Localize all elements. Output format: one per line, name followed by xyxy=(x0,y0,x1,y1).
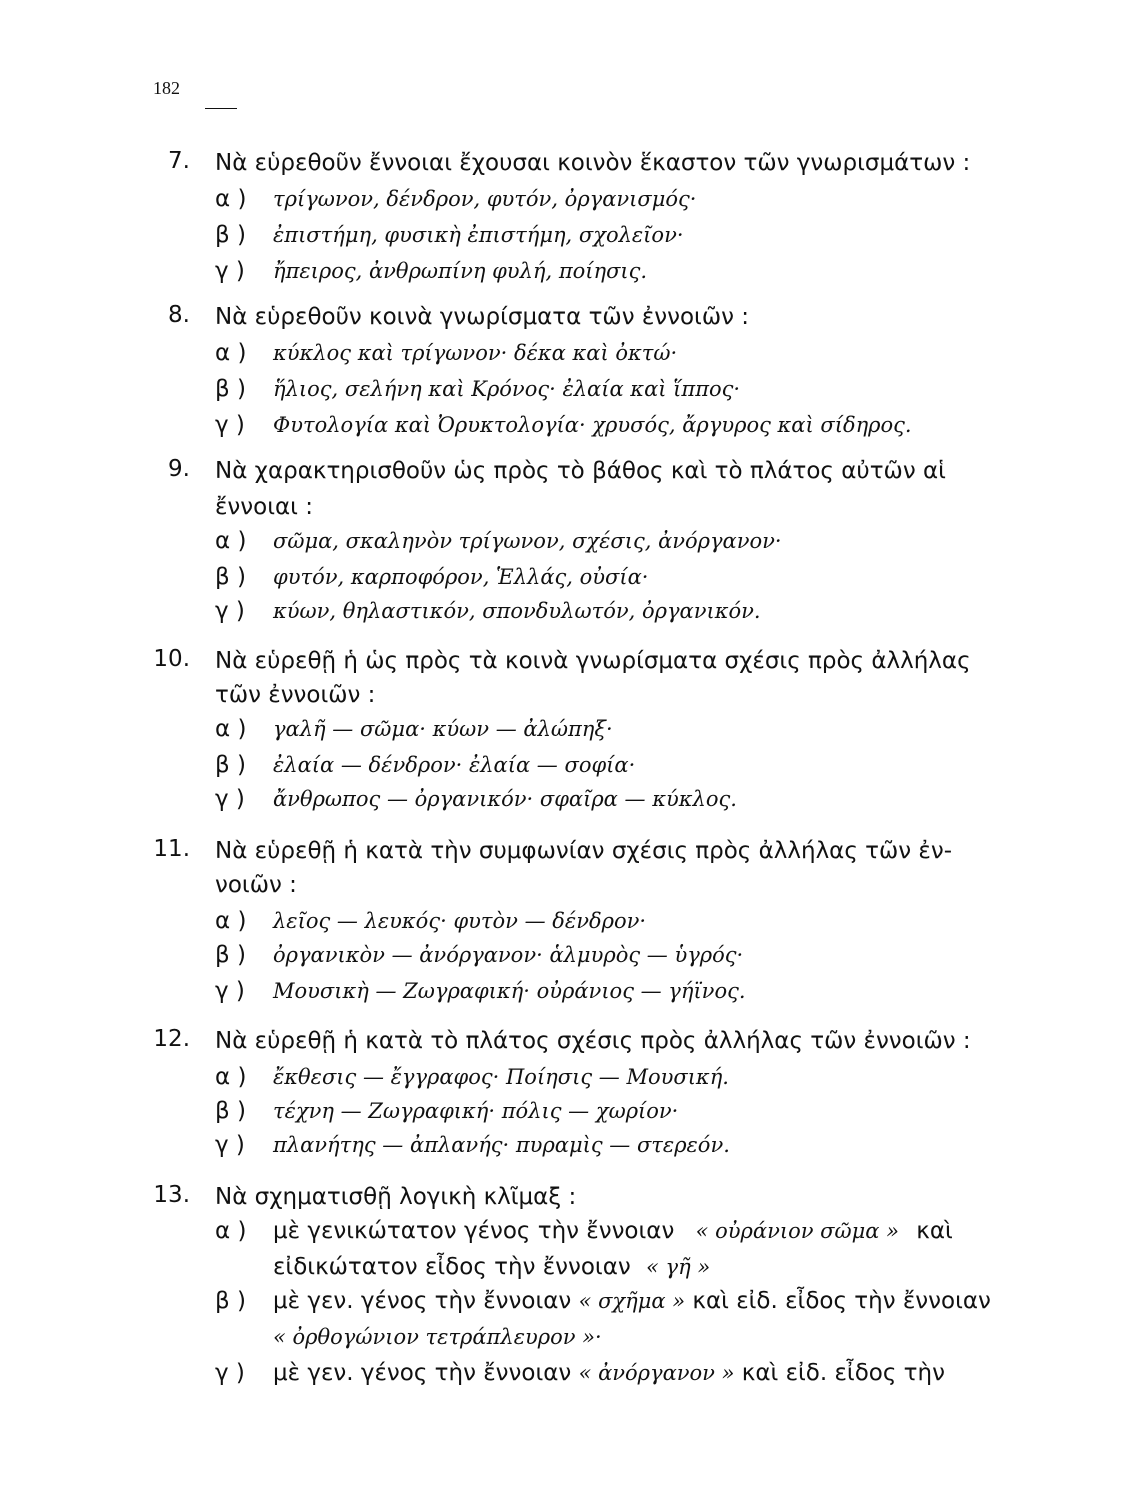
item-label: γ ) xyxy=(215,978,245,1004)
item-text: ἔκθεσις — ἔγγραφος· Ποίησις — Μουσική. xyxy=(273,1065,729,1089)
list-item xyxy=(215,940,743,970)
header-rule xyxy=(205,108,237,109)
item-label: γ ) xyxy=(215,258,245,284)
item-label: β ) xyxy=(215,1098,246,1124)
item-text: καὶ εἰδ. εἶδος τὴν xyxy=(741,1360,945,1386)
item-label: α ) xyxy=(215,716,247,742)
list-item xyxy=(215,562,648,592)
exercise-prompt: Νὰ εὑρεθῇ ἡ κατὰ τὸ πλάτος σχέσις πρὸς ἀλλήλας τῶν ἐννοιῶν : xyxy=(215,1028,971,1054)
exercise-prompt-continued: νοιῶν : xyxy=(215,872,297,898)
item-label: β ) xyxy=(215,752,246,778)
item-label: β ) xyxy=(215,376,246,402)
list-item xyxy=(215,256,647,286)
exercise-number: 10. xyxy=(153,646,190,672)
exercise-number: 11. xyxy=(153,836,190,862)
item-label: γ ) xyxy=(215,1132,245,1158)
item-text: ἄνθρωπος — ὀργανικόν· σφαῖρα — κύκλος. xyxy=(273,787,737,811)
list-item xyxy=(215,784,737,814)
item-text: μὲ γεν. γένος τὴν ἔννοιαν xyxy=(273,1360,572,1386)
list-item xyxy=(215,596,761,626)
list-item xyxy=(215,906,646,936)
item-text: κύων, θηλαστικόν, σπονδυλωτόν, ὀργανικόν. xyxy=(273,599,761,623)
item-text: λεῖος — λευκός· φυτὸν — δένδρον· xyxy=(273,909,647,933)
item-label: α ) xyxy=(215,340,247,366)
list-item xyxy=(215,184,696,214)
item-quote: « ἀνόργανον » xyxy=(578,1361,735,1385)
item-label: β ) xyxy=(215,1288,246,1314)
item-text: εἰδικώτατον εἶδος τὴν ἔννοιαν xyxy=(273,1254,631,1280)
exercise-number: 9. xyxy=(168,456,190,482)
item-text: γαλῆ — σῶμα· κύων — ἀλώπηξ· xyxy=(273,717,613,741)
item-text: ἤπειρος, ἀνθρωπίνη φυλή, ποίησις. xyxy=(273,259,648,283)
list-item xyxy=(215,1286,991,1316)
item-text: πλανήτης — ἀπλανής· πυραμὶς — στερεόν. xyxy=(273,1133,730,1157)
item-label: α ) xyxy=(215,186,247,212)
item-text: μὲ γενικώτατον γένος τὴν ἔννοιαν xyxy=(273,1218,675,1244)
item-text: ὀργανικὸν — ἀνόργανον· ἁλμυρὸς — ὑγρός· xyxy=(273,943,744,967)
item-text: φυτόν, καρποφόρον, Ἑλλάς, οὐσία· xyxy=(273,565,649,589)
exercise-prompt: Νὰ σχηματισθῇ λογικὴ κλῖμαξ : xyxy=(215,1184,577,1210)
item-text: καὶ xyxy=(916,1218,953,1244)
item-label: α ) xyxy=(215,1064,247,1090)
exercise-number: 7. xyxy=(168,148,190,174)
list-item xyxy=(215,976,746,1006)
list-item-continued xyxy=(273,1322,602,1352)
item-label: β ) xyxy=(215,564,246,590)
item-label: β ) xyxy=(215,222,246,248)
list-item xyxy=(215,1358,945,1388)
item-text: ἐπιστήμη, φυσικὴ ἐπιστήμη, σχολεῖον· xyxy=(273,223,684,247)
list-item xyxy=(215,338,677,368)
item-label: α ) xyxy=(215,528,247,554)
list-item xyxy=(215,714,613,744)
item-quote: « οὐράνιον σῶμα » xyxy=(695,1219,899,1243)
list-item xyxy=(215,220,684,250)
item-label: γ ) xyxy=(215,412,245,438)
page-number: 182 xyxy=(153,78,180,98)
item-text: σῶμα, σκαληνὸν τρίγωνον, σχέσις, ἀνόργανον· xyxy=(273,529,782,553)
item-text: Φυτολογία καὶ Ὀρυκτολογία· χρυσός, ἄργυρος καὶ σίδηρος. xyxy=(273,413,912,437)
list-item xyxy=(215,1130,730,1160)
item-label: α ) xyxy=(215,908,247,934)
list-item xyxy=(215,750,635,780)
list-item xyxy=(215,374,740,404)
item-text: μὲ γεν. γένος τὴν ἔννοιαν xyxy=(273,1288,572,1314)
exercise-prompt: Νὰ εὑρεθῇ ἡ κατὰ τὴν συμφωνίαν σχέσις πρὸς ἀλλήλας τῶν ἐν- xyxy=(215,838,952,864)
exercise-prompt: Νὰ εὑρεθοῦν ἔννοιαι ἔχουσαι κοινὸν ἕκαστον τῶν γνωρισμάτων : xyxy=(215,150,971,176)
exercise-prompt-continued: τῶν ἐννοιῶν : xyxy=(215,682,376,708)
list-item xyxy=(215,526,782,556)
item-quote: « γῆ » xyxy=(646,1255,711,1279)
item-label: α ) xyxy=(215,1218,247,1244)
item-quote: « ὀρθογώνιον τετράπλευρον »· xyxy=(273,1325,602,1349)
item-label: γ ) xyxy=(215,786,245,812)
list-item xyxy=(215,410,912,440)
exercise-prompt: Νὰ εὑρεθοῦν κοινὰ γνωρίσματα τῶν ἐννοιῶν : xyxy=(215,304,749,330)
exercise-number: 8. xyxy=(168,302,190,328)
exercise-prompt-continued: ἔννοιαι : xyxy=(215,494,313,520)
list-item xyxy=(215,1096,678,1126)
item-text: κύκλος καὶ τρίγωνον· δέκα καὶ ὀκτώ· xyxy=(273,341,678,365)
item-text: καὶ εἰδ. εἶδος τὴν ἔννοιαν xyxy=(692,1288,991,1314)
item-text: τέχνη — Ζωγραφική· πόλις — χωρίον· xyxy=(273,1099,679,1123)
item-text: ἥλιος, σελήνη καὶ Κρόνος· ἐλαία καὶ ἵππος· xyxy=(273,377,741,401)
item-label: γ ) xyxy=(215,598,245,624)
item-label: γ ) xyxy=(215,1360,245,1386)
exercise-prompt: Νὰ εὑρεθῇ ἡ ὡς πρὸς τὰ κοινὰ γνωρίσματα σχέσις πρὸς ἀλλήλας xyxy=(215,648,971,674)
exercise-number: 13. xyxy=(153,1182,190,1208)
exercise-prompt: Νὰ χαρακτηρισθοῦν ὡς πρὸς τὸ βάθος καὶ τὸ πλάτος αὐτῶν αἱ xyxy=(215,458,946,484)
item-text: ἐλαία — δένδρον· ἐλαία — σοφία· xyxy=(273,753,636,777)
exercise-number: 12. xyxy=(153,1026,190,1052)
list-item xyxy=(215,1062,729,1092)
item-quote: « σχῆμα » xyxy=(578,1289,686,1313)
item-text: Μουσικὴ — Ζωγραφική· οὐράνιος — γήϊνος. xyxy=(273,979,746,1003)
item-text: τρίγωνον, δένδρον, φυτόν, ὀργανισμός· xyxy=(273,187,697,211)
item-label: β ) xyxy=(215,942,246,968)
list-item xyxy=(215,1216,953,1246)
list-item-continued xyxy=(273,1252,710,1282)
